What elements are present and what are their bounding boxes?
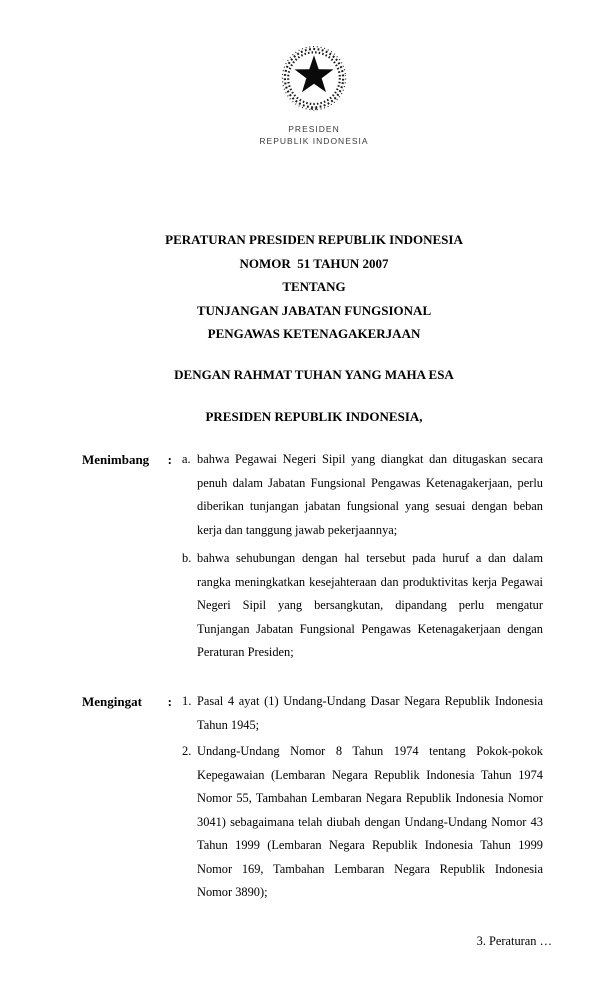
item-marker: 2. <box>182 744 192 758</box>
text-line: 3041) sebagaimana telah diubah dengan Undang-Undang Nomor 43 <box>197 814 543 829</box>
letterhead-republik-indonesia: REPUBLIK INDONESIA <box>259 135 369 146</box>
letterhead-presiden: PRESIDEN <box>288 124 340 134</box>
title-line-regulation: PERATURAN PRESIDEN REPUBLIK INDONESIA <box>165 232 463 247</box>
text-line: Nomor 169, Tambahan Lembaran Negara Republik Indonesia <box>197 861 543 876</box>
text-line: Tahun 1999 (Lembaran Negara Republik Indonesia Tahun 1999 <box>197 838 543 852</box>
recalling-label: Mengingat : <box>82 690 172 714</box>
title-line-subject-2: PENGAWAS KETENAGAKERJAAN <box>207 326 421 341</box>
page-catchword: 3. Peraturan … <box>476 934 552 948</box>
considering-section <box>82 448 543 665</box>
title-line-subject-1: TUNJANGAN JABATAN FUNGSIONAL <box>196 302 432 318</box>
list-item-b <box>182 547 543 665</box>
text-line: bahwa sehubungan dengan hal tersebut pada huruf a dan dalam <box>197 551 543 565</box>
text-line: bahwa Pegawai Negeri Sipil yang diangkat dan ditugaskan secara <box>197 452 543 466</box>
considering-label: Menimbang : <box>82 448 172 472</box>
letterhead <box>82 124 546 147</box>
text-line: Peraturan Presiden; <box>197 645 294 659</box>
authority-heading: PRESIDEN REPUBLIK INDONESIA, <box>205 409 423 424</box>
text-line: rangka meningkatkan kesejahteraan dan produktivitas kerja Pegawai <box>197 574 543 589</box>
star-icon <box>295 55 334 92</box>
label-colon: : <box>167 452 172 467</box>
list-item-a <box>182 448 543 542</box>
text-line: kerja dan tanggung jawab pekerjaannya; <box>197 522 398 537</box>
text-line: Nomor 3890); <box>197 885 268 899</box>
recalling-section <box>82 690 543 905</box>
considering-items <box>182 448 543 665</box>
text-line: Pasal 4 ayat (1) Undang-Undang Dasar Negara Republik Indonesia <box>197 694 543 708</box>
text-line: Nomor 55, Tambahan Lembaran Negara Republik Indonesia Nomor <box>197 791 543 805</box>
item-marker: 1. <box>182 694 192 708</box>
item-marker: a. <box>182 452 191 466</box>
regulation-title <box>82 228 546 346</box>
label-colon: : <box>167 694 172 709</box>
star-wreath-emblem-icon <box>273 38 355 120</box>
text-line: Tunjangan Jabatan Fungsional Pengawas Ketenagakerjaan dengan <box>197 621 543 636</box>
title-line-tentang: TENTANG <box>282 279 346 294</box>
invocation-heading: DENGAN RAHMAT TUHAN YANG MAHA ESA <box>174 367 454 382</box>
item-marker: b. <box>182 551 192 565</box>
text-line: Undang-Undang Nomor 8 Tahun 1974 tentang Pokok-pokok <box>197 744 543 758</box>
text-line: Kepegawaian (Lembaran Negara Republik Indonesia Tahun 1974 <box>197 767 543 782</box>
text-line: Negeri Sipil yang bersangkutan, dipandang perlu mengatur <box>197 598 543 612</box>
text-line: penuh dalam Jabatan Fungsional Pengawas Ketenagakerjaan, perlu <box>197 475 543 490</box>
text-line: diberikan tunjangan jabatan fungsional yang sesuai dengan beban <box>197 499 543 513</box>
list-item-2 <box>182 740 543 905</box>
recalling-items <box>182 690 543 905</box>
list-item-1 <box>182 690 543 737</box>
title-line-number: NOMOR 51 TAHUN 2007 <box>239 255 389 271</box>
text-line: Tahun 1945; <box>197 717 260 732</box>
